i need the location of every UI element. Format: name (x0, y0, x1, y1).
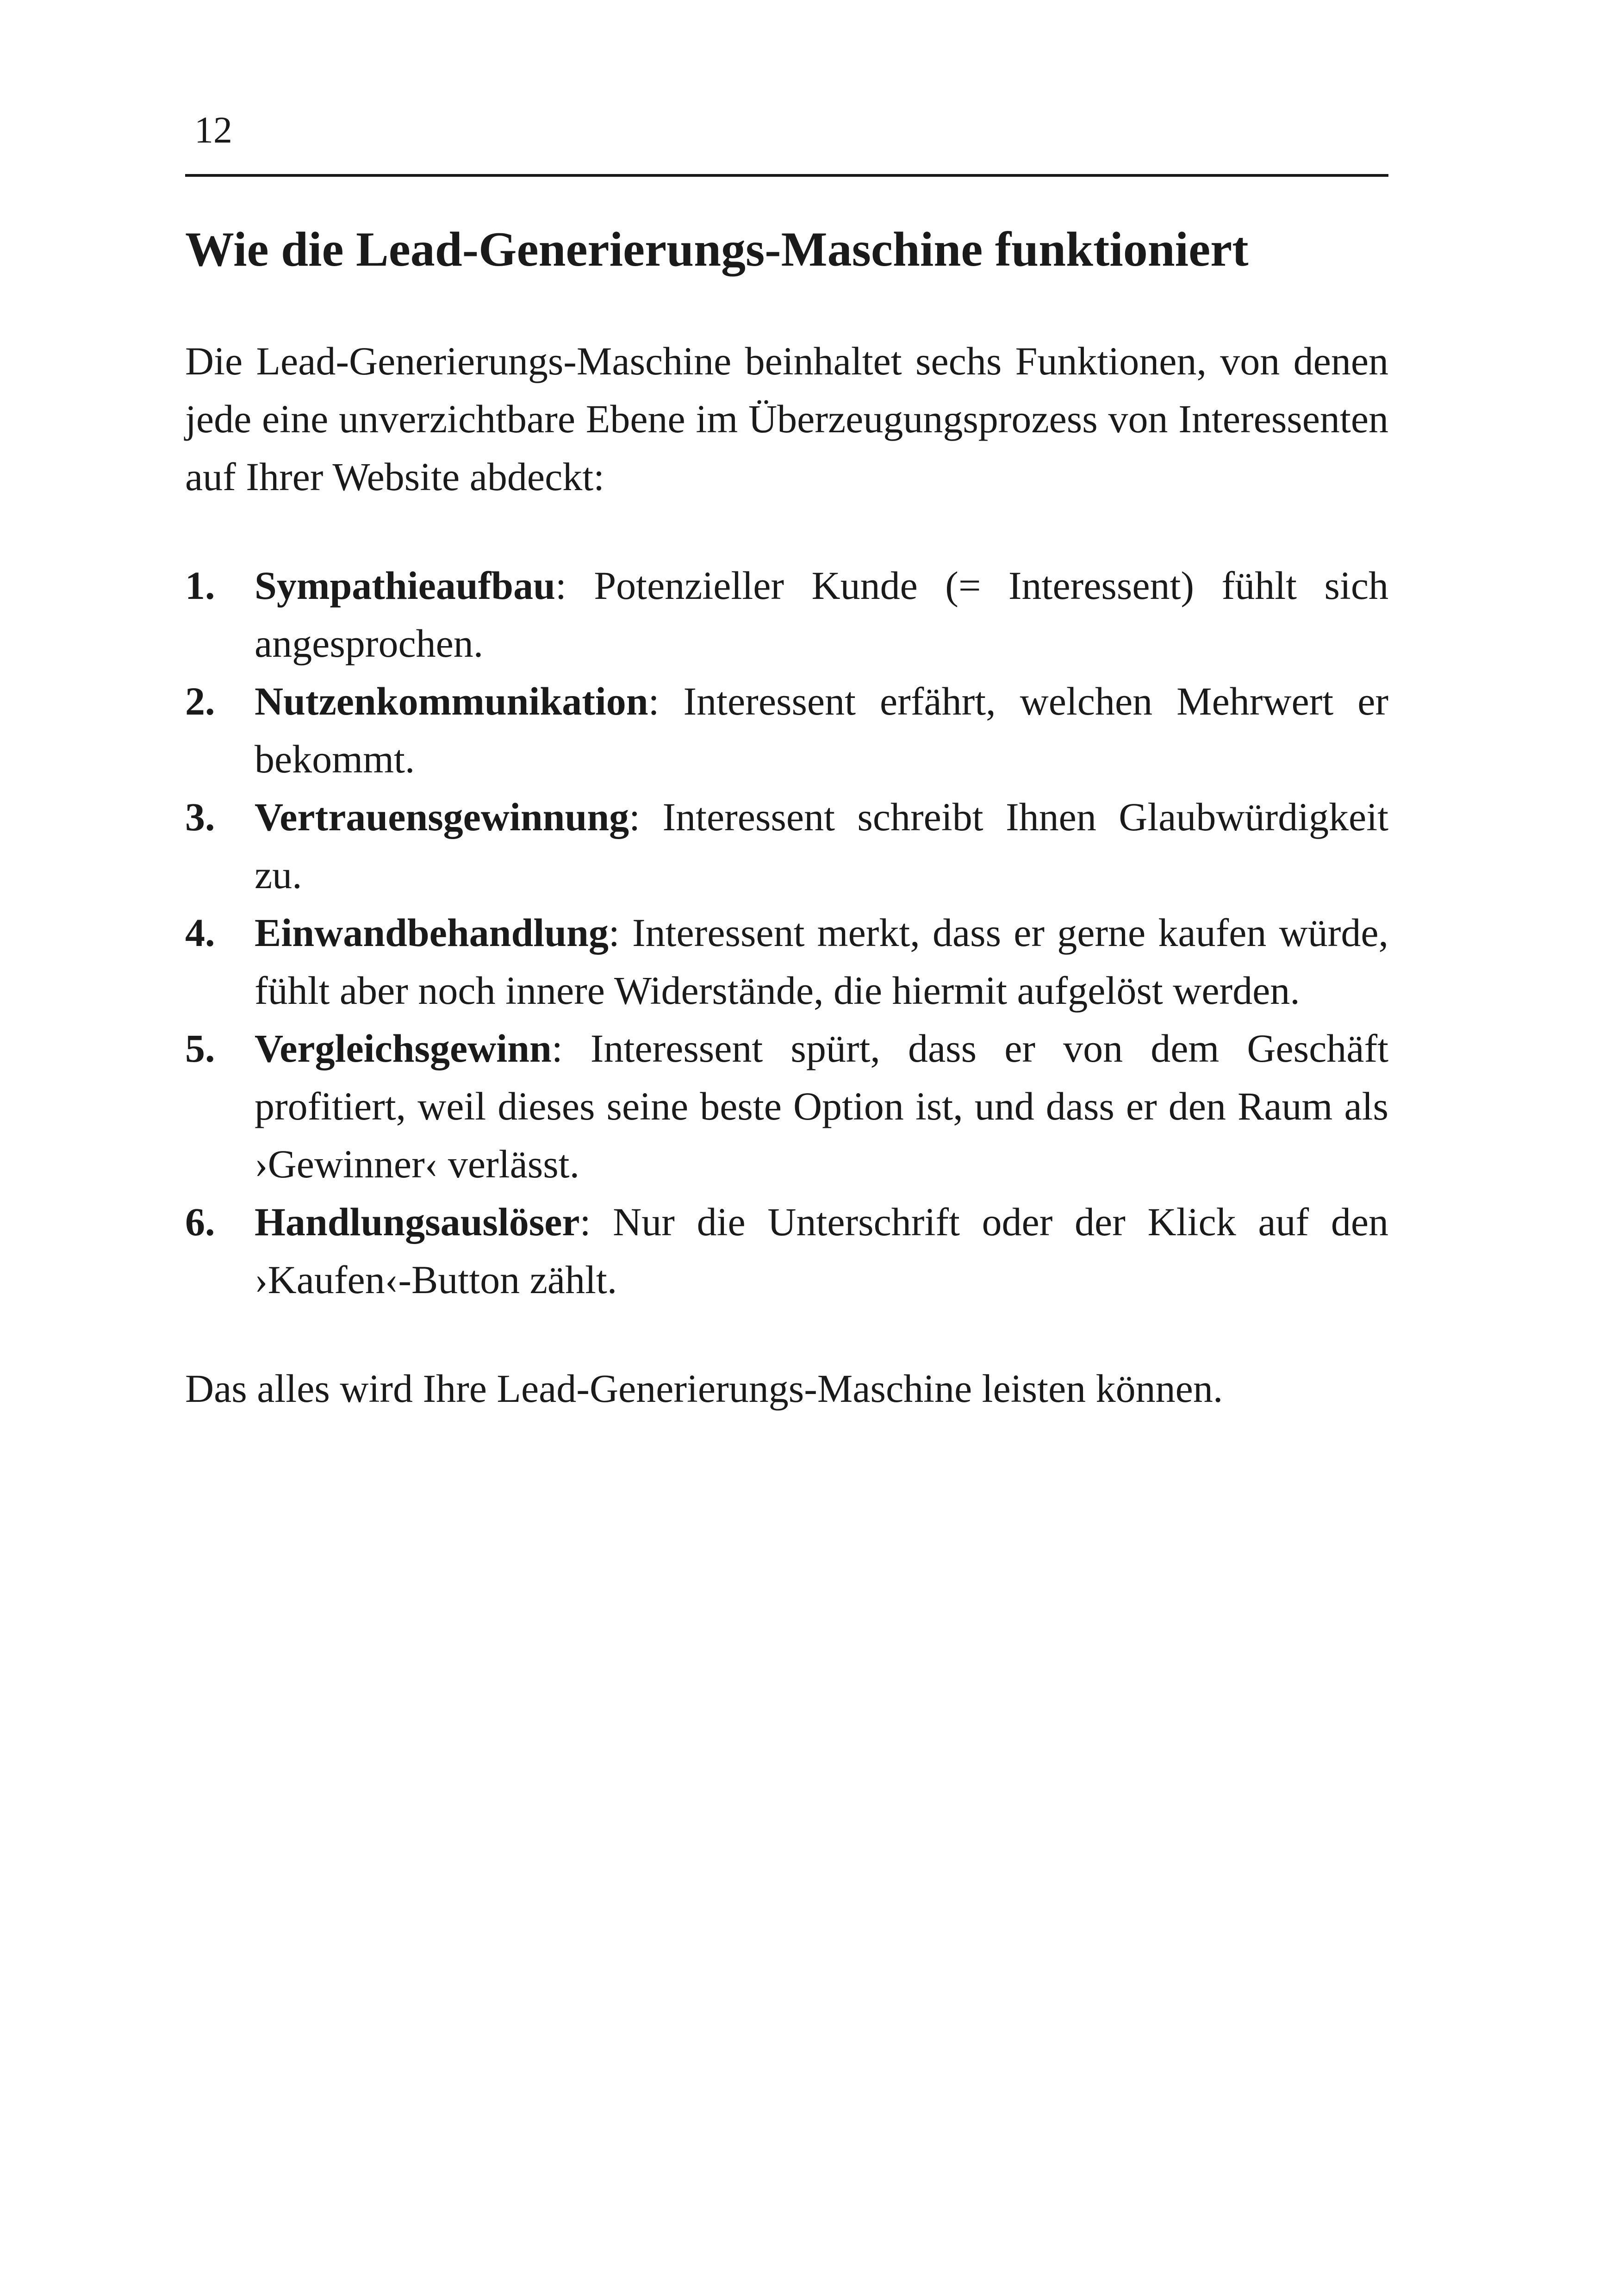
item-number: 5. (185, 1026, 215, 1070)
list-item (185, 1020, 1388, 1193)
item-number: 1. (185, 563, 215, 608)
item-term: Nutzenkommunikation (255, 678, 648, 723)
list-item (185, 1193, 1388, 1309)
item-term: Vertrauensgewinnung (255, 794, 629, 839)
item-text: : Interessent schreibt Ihnen Glaubwürdigkeit zu. (255, 794, 1388, 897)
list-item (185, 904, 1388, 1020)
item-number: 2. (185, 678, 215, 723)
item-term: Sympathieaufbau (255, 563, 555, 608)
item-number: 4. (185, 910, 215, 955)
item-term: Handlungsauslöser (255, 1199, 580, 1244)
closing-paragraph: Das alles wird Ihre Lead-Generierungs-Maschine leisten können. (185, 1366, 1223, 1411)
list-item (185, 557, 1388, 672)
item-term: Vergleichsgewinn (255, 1026, 552, 1070)
item-number: 6. (185, 1199, 215, 1244)
intro-paragraph: Die Lead-Generierungs-Maschine beinhaltet sechs Funktionen, von denen jede eine unverzichtbare Ebene im Überzeugungsprozess von Interessenten auf Ihrer Website abdeckt: (185, 338, 1388, 499)
header-rule (185, 174, 1388, 177)
page-number: 12 (194, 109, 232, 151)
section-heading: Wie die Lead-Generierungs-Maschine funktioniert (185, 222, 1249, 276)
item-number: 3. (185, 794, 215, 839)
item-text: : Interessent merkt, dass er gerne kaufen würde, fühlt aber noch innere Widerstände, die hiermit aufgelöst werden. (255, 910, 1388, 1013)
list-item (185, 788, 1388, 904)
item-text: : Interessent erfährt, welchen Mehrwert er bekommt. (255, 678, 1388, 781)
item-term: Einwandbehandlung (255, 910, 609, 955)
item-text: : Interessent spürt, dass er von dem Geschäft profitiert, weil dieses seine beste Option ist, und dass er den Raum als ›Gewinner‹ verlässt. (255, 1026, 1388, 1186)
function-list (185, 557, 1388, 1309)
item-text: : Nur die Unterschrift oder der Klick auf den ›Kaufen‹-Button zählt. (255, 1199, 1388, 1302)
item-text: : Potenzieller Kunde (= Interessent) fühlt sich angesprochen. (255, 563, 1388, 666)
page-content (185, 218, 1388, 1418)
list-item (185, 672, 1388, 788)
